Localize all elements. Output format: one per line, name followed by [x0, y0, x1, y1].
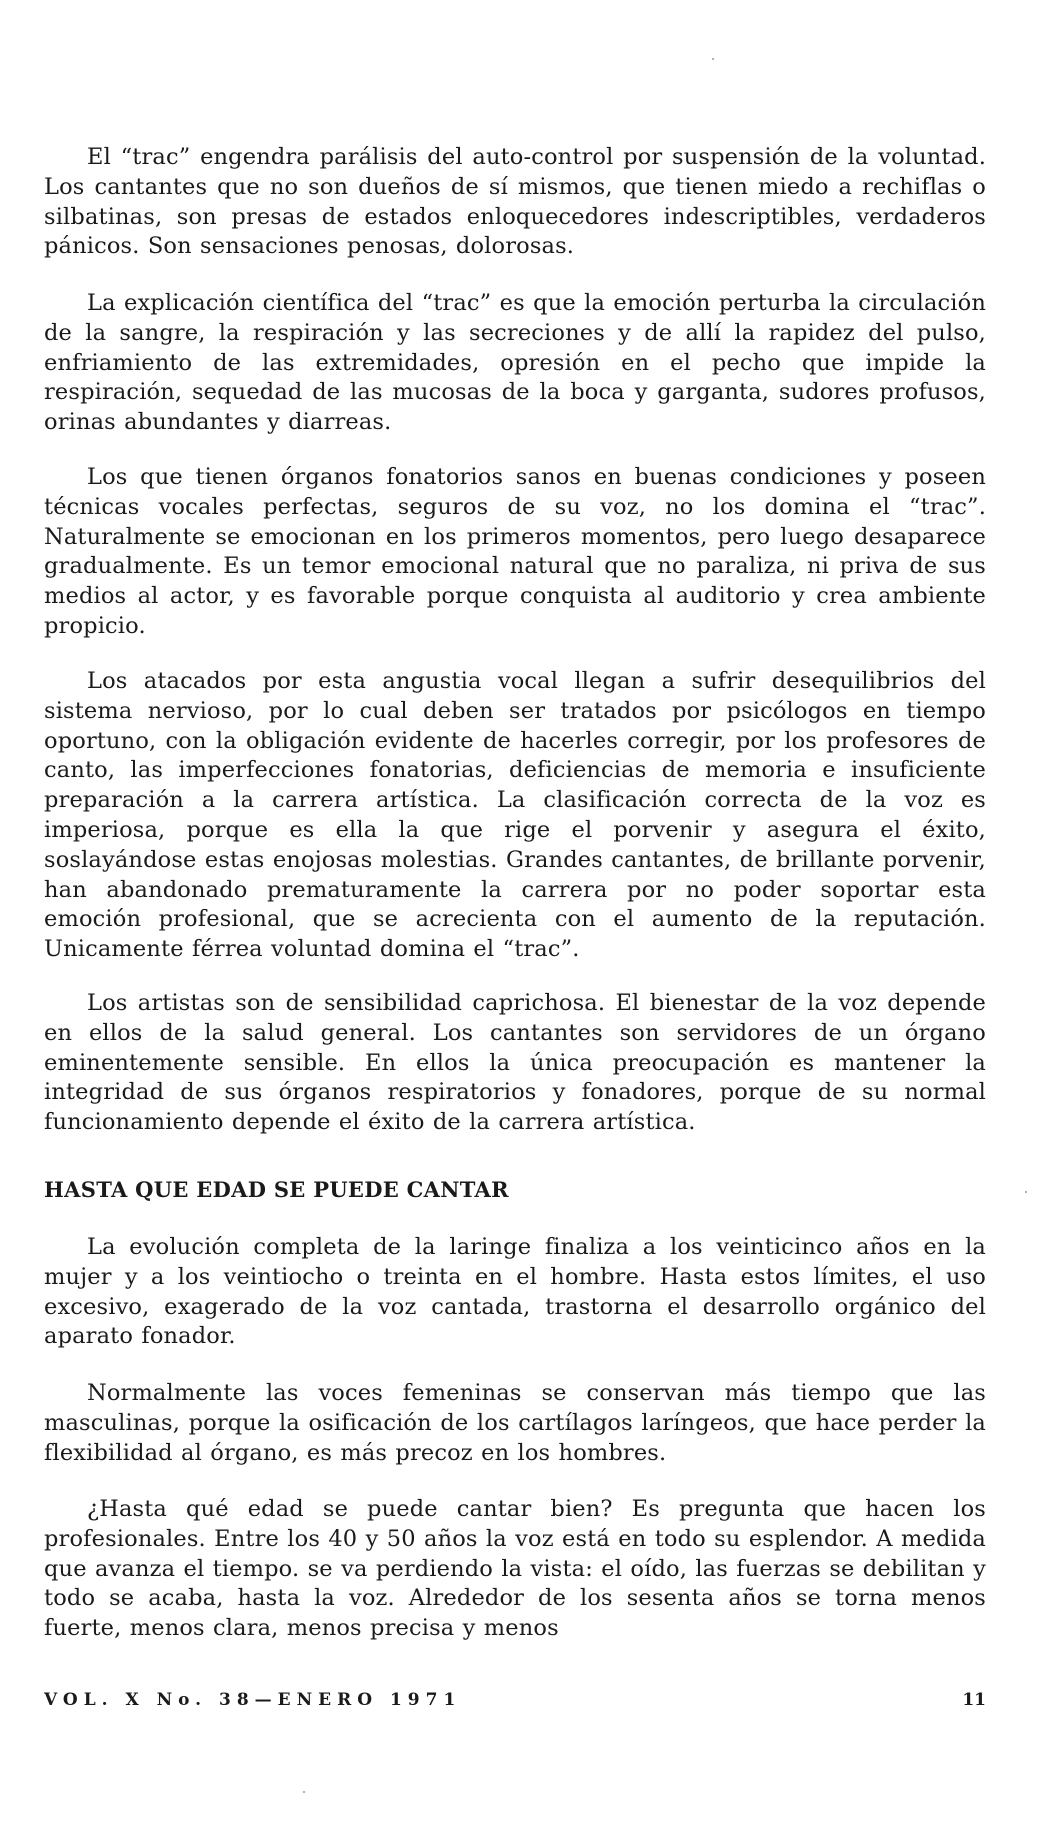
paragraph-healthy-organs: Los que tienen órganos fonatorios sanos en buenas condiciones y poseen técnicas vocales perfectas, seguros de su voz, no los domina el “trac”. Naturalmente se emocionan en los primeros momentos, pero luego desaparece gradualmente. Es un temor emocional natural que no paraliza, ni priva de sus medios al actor, y es favorable porque conquista al auditorio y crea ambiente propicio. — [44, 464, 986, 639]
paragraph-trac-paralysis: El “trac” engendra parálisis del auto-control por suspensión de la voluntad. Los cantantes que no son dueños de sí mismos, que tienen miedo a rechiflas o silbatinas, son presas de estados enloquecedores indescriptibles, verdaderos pánicos. Son sensaciones penosas, dolorosas. — [44, 144, 986, 260]
paragraph-scientific-explanation: La explicación científica del “trac” es que la emoción perturba la circulación de la sangre, la respiración y las secreciones y de allí la rapidez del pulso, enfriamiento de las extremidades, opresión en el pecho que impide la respiración, sequedad de las mucosas de la boca y garganta, sudores profusos, orinas abundantes y diarreas. — [44, 290, 986, 436]
scan-speck — [1025, 1191, 1027, 1193]
paragraph-artists-sensibility: Los artistas son de sensibilidad caprichosa. El bienestar de la voz depende en ellos de la salud general. Los cantantes son servidores de un órgano eminentemente sensible. En ellos la única preocupación es mantener la integridad de sus órganos respiratorios y fonadores, porque de su normal funcionamiento depende el éxito de la carrera artística. — [44, 990, 986, 1136]
paragraph-vocal-anguish: Los atacados por esta angustia vocal llegan a sufrir desequilibrios del sistema nervioso, por lo cual deben ser tratados por psicólogos en tiempo oportuno, con la obligación evidente de hacerles corregir, por los profesores de canto, las imperfecciones fonatorias, deficiencias de memoria e insuficiente preparación a la carrera artística. La clasificación correcta de la voz es imperiosa, porque es ella la que rige el porvenir y asegura el éxito, soslayándose estas enojosas molestias. Grandes cantantes, de brillante porvenir, han abandonado prematuramente la carrera por no poder soportar esta emoción profesional, que se acrecienta con el aumento de la reputación. Unicamente férrea voluntad domina el “trac”. — [44, 668, 986, 963]
scan-speck — [303, 1791, 305, 1793]
journal-issue: VOL. X No. 38—ENERO 1971 — [44, 1690, 462, 1710]
paragraph-female-voices: Normalmente las voces femeninas se conservan más tiempo que las masculinas, porque la osificación de los cartílagos laríngeos, que hace perder la flexibilidad al órgano, es más precoz en los hombres. — [44, 1380, 986, 1466]
paragraph-larynx-evolution: La evolución completa de la laringe finaliza a los veinticinco años en la mujer y a los veintiocho o treinta en el hombre. Hasta estos límites, el uso excesivo, exagerado de la voz cantada, trastorna el desarrollo orgánico del aparato fonador. — [44, 1234, 986, 1350]
page-number: 11 — [962, 1690, 986, 1710]
section-heading: HASTA QUE EDAD SE PUEDE CANTAR — [44, 1177, 509, 1202]
scan-speck — [712, 58, 714, 60]
paragraph-singing-age: ¿Hasta qué edad se puede cantar bien? Es pregunta que hacen los profesionales. Entre los 40 y 50 años la voz está en todo su esplendor. A medida que avanza el tiempo. se va perdiendo la vista: el oído, las fuerzas se debilitan y todo se acaba, hasta la voz. Alrededor de los sesenta años se torna menos fuerte, menos clara, menos precisa y menos — [44, 1496, 986, 1642]
